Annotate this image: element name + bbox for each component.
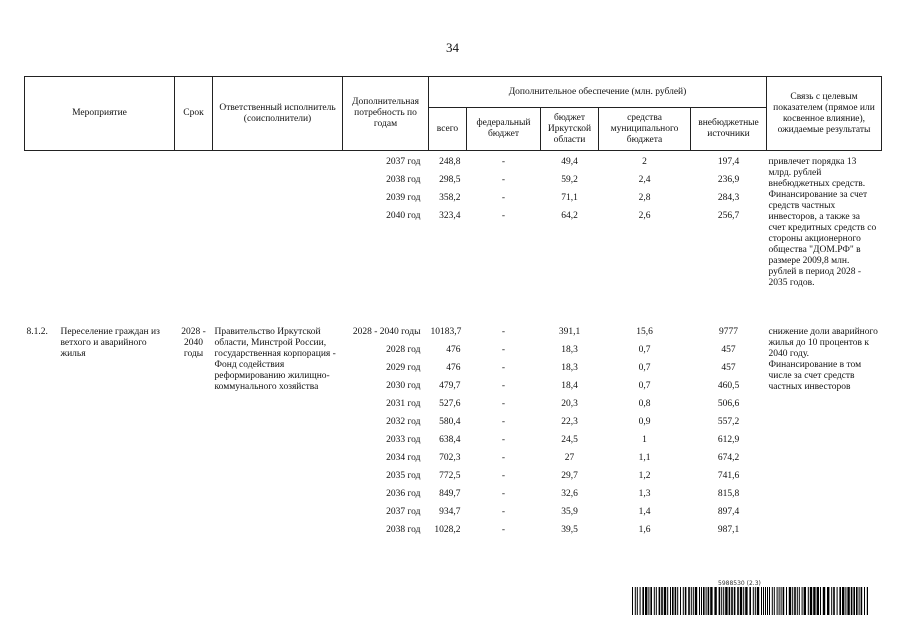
page-number: 34 — [446, 40, 459, 55]
row-regional: 18,4 — [561, 381, 578, 391]
row-municipal: 0,7 — [638, 363, 651, 373]
col-header-regional: бюджет Иркутской области — [541, 108, 599, 151]
table-row — [25, 157, 882, 175]
col-header-municipal: средства муниципального бюджета — [599, 108, 691, 151]
row-federal: - — [501, 435, 506, 445]
row-total: 702,3 — [439, 453, 461, 463]
row-year: 2031 год — [386, 399, 421, 409]
row-total: 298,5 — [439, 175, 461, 185]
row-regional: 71,1 — [561, 193, 578, 203]
row-federal: - — [501, 453, 506, 463]
row-extra: 987,1 — [717, 525, 740, 535]
row-extra: 284,3 — [717, 193, 740, 203]
row-regional: 39,5 — [561, 525, 578, 535]
row-municipal: 0,7 — [638, 381, 651, 391]
row-extra: 236,9 — [717, 175, 740, 185]
col-header-funding-group: Дополнительное обеспечение (млн. рублей) — [429, 77, 767, 108]
row-year: 2039 год — [386, 193, 421, 203]
col-header-need: Дополнительная потребность по годам — [343, 77, 429, 151]
row-federal: - — [501, 327, 506, 337]
row-total: 638,4 — [439, 435, 461, 445]
row-federal: - — [501, 507, 506, 517]
row-municipal: 0,9 — [638, 417, 651, 427]
row-extra: 897,4 — [717, 507, 740, 517]
row-total: 1028,2 — [434, 525, 461, 535]
row-year: 2028 - 2040 годы — [352, 327, 421, 337]
row-extra: 815,8 — [717, 489, 740, 499]
row-year: 2040 год — [386, 211, 421, 221]
row-federal: - — [501, 211, 506, 221]
row-regional: 18,3 — [561, 363, 578, 373]
col-header-federal: федеральный бюджет — [467, 108, 541, 151]
row-federal: - — [501, 363, 506, 373]
row-municipal: 2,4 — [638, 175, 651, 185]
row-municipal: 1,6 — [638, 525, 651, 535]
row-municipal: 0,7 — [638, 345, 651, 355]
row-total: 248,8 — [439, 157, 461, 167]
row-year: 2038 год — [386, 175, 421, 185]
row-year: 2035 год — [386, 471, 421, 481]
row-total: 934,7 — [439, 507, 461, 517]
row-federal: - — [501, 399, 506, 409]
table-row — [25, 327, 882, 345]
row-federal: - — [501, 157, 506, 167]
row-municipal: 2,6 — [638, 211, 651, 221]
row-regional: 64,2 — [561, 211, 578, 221]
row-extra: 256,7 — [717, 211, 740, 221]
row-municipal: 1,3 — [638, 489, 651, 499]
row-municipal: 1 — [642, 435, 647, 445]
col-header-measure: Мероприятие — [25, 77, 175, 151]
col-header-term: Срок — [175, 77, 213, 151]
row-municipal: 1,2 — [638, 471, 651, 481]
barcode-image — [632, 587, 868, 615]
result-text-a: привлечет порядка 13 млрд. рублей внебюджетных средств. Финансирование за счет средств частных инвесторов, а также за счет кредитных средств со стороны акционерного общества "ДОМ.РФ" в размере 2009,8 млн. рублей в период 2028 - 2035 годов. — [768, 157, 877, 288]
row-federal: - — [501, 345, 506, 355]
row-regional: 35,9 — [561, 507, 578, 517]
row-federal: - — [501, 489, 506, 499]
row-federal: - — [501, 417, 506, 427]
col-header-total: всего — [429, 108, 467, 151]
row-federal: - — [501, 471, 506, 481]
row-extra: 457 — [721, 363, 736, 373]
item-b-result: снижение доли аварийного жилья до 10 процентов к 2040 году. Финансирование в том числе за счет средств частных инвесторов — [768, 327, 878, 392]
row-extra: 612,9 — [717, 435, 740, 445]
item-b-term: 2028 - 2040 годы — [181, 327, 206, 359]
row-year: 2037 год — [386, 507, 421, 517]
row-regional: 22,3 — [561, 417, 578, 427]
item-b-executor: Правительство Иркутской области, Минстрой России, государственная корпорация - Фонд содействия реформированию жилищно-коммунального хозяйства — [214, 327, 336, 392]
row-total: 580,4 — [439, 417, 461, 427]
row-regional: 18,3 — [561, 345, 578, 355]
row-federal: - — [501, 381, 506, 391]
item-b-measure-cell — [25, 327, 175, 543]
row-total: 476 — [446, 363, 461, 373]
row-year: 2037 год — [386, 157, 421, 167]
program-table — [24, 76, 882, 543]
row-total: 358,2 — [439, 193, 461, 203]
row-extra: 197,4 — [717, 157, 740, 167]
item-b-measure: Переселение граждан из ветхого и аварийного жилья — [60, 327, 160, 359]
row-regional: 27 — [564, 453, 575, 463]
row-municipal: 2 — [642, 157, 647, 167]
barcode-label: 5988530 (2.3) — [718, 580, 761, 587]
row-municipal: 1,1 — [638, 453, 651, 463]
col-header-executor: Ответственный исполнитель (соисполнители) — [213, 77, 343, 151]
row-extra: 506,6 — [717, 399, 740, 409]
row-federal: - — [501, 525, 506, 535]
row-total: 323,4 — [439, 211, 461, 221]
row-extra: 557,2 — [717, 417, 740, 427]
row-municipal: 15,6 — [636, 327, 653, 337]
row-total: 527,6 — [439, 399, 461, 409]
row-regional: 32,6 — [561, 489, 578, 499]
row-extra: 457 — [721, 345, 736, 355]
row-year: 2036 год — [386, 489, 421, 499]
row-regional: 391,1 — [558, 327, 581, 337]
row-year: 2030 год — [386, 381, 421, 391]
row-regional: 20,3 — [561, 399, 578, 409]
row-extra: 741,6 — [717, 471, 740, 481]
row-regional: 49,4 — [561, 157, 578, 167]
row-total: 479,7 — [439, 381, 461, 391]
row-total: 772,5 — [439, 471, 461, 481]
row-extra: 674,2 — [717, 453, 740, 463]
row-federal: - — [501, 175, 506, 185]
row-municipal: 1,4 — [638, 507, 651, 517]
row-regional: 29,7 — [561, 471, 578, 481]
col-header-link: Связь с целевым показателем (прямое или косвенное влияние), ожидаемые результаты — [767, 77, 882, 151]
row-year: 2032 год — [386, 417, 421, 427]
row-municipal: 0,8 — [638, 399, 651, 409]
row-federal: - — [501, 193, 506, 203]
row-year: 2034 год — [386, 453, 421, 463]
row-regional: 59,2 — [561, 175, 578, 185]
row-municipal: 2,8 — [638, 193, 651, 203]
item-b-number: 8.1.2. — [26, 327, 48, 337]
row-year: 2038 год — [386, 525, 421, 535]
row-extra: 460,5 — [717, 381, 740, 391]
row-total: 10183,7 — [430, 327, 462, 337]
col-header-extra: внебюджетные источники — [691, 108, 767, 151]
row-total: 849,7 — [439, 489, 461, 499]
row-extra: 9777 — [719, 327, 738, 337]
row-year: 2028 год — [386, 345, 421, 355]
row-regional: 24,5 — [561, 435, 578, 445]
row-year: 2029 год — [386, 363, 421, 373]
row-year: 2033 год — [386, 435, 421, 445]
row-total: 476 — [446, 345, 461, 355]
